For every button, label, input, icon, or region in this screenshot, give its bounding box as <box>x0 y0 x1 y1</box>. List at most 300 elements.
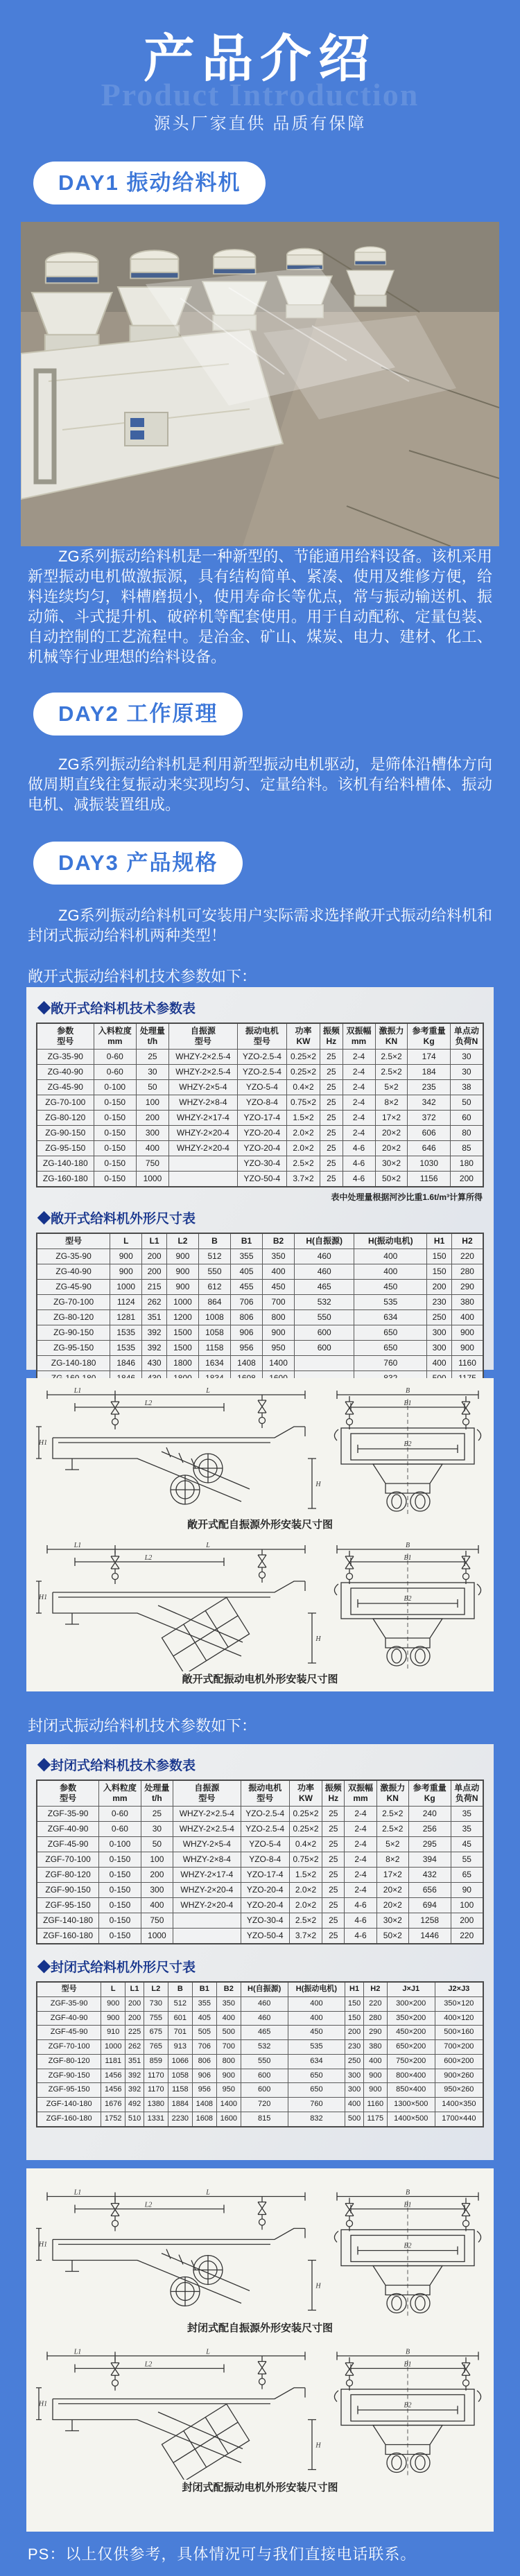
table-cell: 900 <box>101 2011 125 2026</box>
table-cell: 1158 <box>168 2083 192 2098</box>
table-cell: 400 <box>363 2054 387 2069</box>
table-cell: 750 <box>136 1156 168 1172</box>
table-cell: 450 <box>354 1280 427 1295</box>
table-cell: 900 <box>451 1325 483 1341</box>
column-header: 处理量 t/h <box>141 1780 173 1807</box>
table-cell: 2-4 <box>343 1080 375 1095</box>
table-cell: 956 <box>231 1341 263 1356</box>
table-cell: ZG-70-100 <box>37 1095 94 1111</box>
table-cell: 1408 <box>231 1356 263 1371</box>
table-cell: 1535 <box>110 1325 142 1341</box>
table-cell: 38 <box>450 1080 483 1095</box>
table-cell: 1400×500 <box>387 2112 435 2126</box>
table-cell: 300 <box>427 1325 452 1341</box>
table-cell: 701 <box>168 2026 192 2040</box>
table-cell <box>173 1929 241 1944</box>
table-cell: 913 <box>168 2040 192 2055</box>
table-cell: 30×2 <box>375 1156 408 1172</box>
table-cell: ZG-35-90 <box>37 1249 110 1264</box>
table-cell: 3.7×2 <box>289 1929 322 1944</box>
table-cell: 200 <box>142 1264 167 1280</box>
table-cell: YZO-2.5-4 <box>237 1065 286 1080</box>
table-cell: 300 <box>427 1341 452 1356</box>
table-cell: 906 <box>231 1325 263 1341</box>
column-header: L2 <box>166 1233 198 1249</box>
table-cell: 1158 <box>198 1341 230 1356</box>
table-cell: 0-150 <box>94 1172 136 1187</box>
table-cell: 400 <box>354 1249 427 1264</box>
column-header: 功率 KW <box>286 1023 320 1050</box>
table-cell: 380 <box>363 2040 387 2055</box>
table-cell: ZGF-160-180 <box>37 2112 101 2126</box>
table-cell: WHZY-2×8-4 <box>168 1095 237 1111</box>
table-cell: 150 <box>345 1996 364 2011</box>
table-cell: 30 <box>141 1822 173 1837</box>
table-cell: 650 <box>288 2069 345 2083</box>
column-header: 自振源 型号 <box>173 1780 241 1807</box>
table-cell: ZGF-160-180 <box>37 1929 99 1944</box>
open-table-note: 表中处理量根据河沙比重1.6t/m³计算所得 <box>331 1192 483 1202</box>
table-cell: 800 <box>263 1310 295 1325</box>
table-cell: 235 <box>408 1080 450 1095</box>
table-cell: 400 <box>141 1898 173 1913</box>
table-cell: WHZY-2×20-4 <box>168 1126 237 1141</box>
table-cell: 2-4 <box>345 1837 376 1852</box>
table-row <box>37 1325 483 1341</box>
page-subtitle: 源头厂家直供 品质有保障 <box>153 114 367 133</box>
table-cell: 950 <box>216 2083 241 2098</box>
table-row <box>37 1868 483 1883</box>
table-cell: ZG-45-90 <box>37 1280 110 1295</box>
table-cell: 355 <box>231 1249 263 1264</box>
table-cell: 2-4 <box>345 1807 376 1822</box>
table-cell: 25 <box>320 1080 343 1095</box>
table-cell: 220 <box>451 1929 483 1944</box>
column-header: 型号 <box>37 1233 110 1249</box>
open-motor-caption: 敞开式配振动电机外形安装尺寸图 <box>182 1674 338 1685</box>
table-cell: 4-6 <box>343 1141 375 1156</box>
open-selfvib-caption: 敞开式配自振源外形安装尺寸图 <box>187 1520 333 1531</box>
table-cell: 1456 <box>101 2083 125 2098</box>
table-cell: 290 <box>363 2026 387 2040</box>
table-cell: 760 <box>354 1356 427 1371</box>
table-cell: 50×2 <box>375 1172 408 1187</box>
table-row <box>37 2054 483 2069</box>
table-row <box>37 1095 483 1111</box>
column-header: B1 <box>231 1233 263 1249</box>
table-cell: 1752 <box>101 2112 125 2126</box>
table-cell: 85 <box>450 1141 483 1156</box>
open-selfvib-diagram <box>26 1385 494 1517</box>
column-header: H(自振源) <box>241 1982 288 1996</box>
table-cell: 50 <box>450 1095 483 1111</box>
table-cell: 532 <box>295 1295 354 1310</box>
table-cell: 1400 <box>263 1356 295 1371</box>
table-row <box>37 1929 483 1944</box>
column-header: H2 <box>363 1982 387 1996</box>
table-cell: 25 <box>320 1050 343 1065</box>
table-cell: 400 <box>288 2011 345 2026</box>
table-cell: 262 <box>125 2040 144 2055</box>
table-cell: YZO-20-4 <box>237 1126 286 1141</box>
table-cell: 392 <box>125 2069 144 2083</box>
table-cell: 550 <box>241 2054 288 2069</box>
table-cell: 1800 <box>166 1356 198 1371</box>
table-cell: 8×2 <box>376 1852 408 1868</box>
column-header: H(自振源) <box>295 1233 354 1249</box>
table-cell: 1.5×2 <box>286 1111 320 1126</box>
column-header: 双振幅 mm <box>345 1780 376 1807</box>
table-row <box>37 1807 483 1822</box>
table-cell: 656 <box>408 1883 451 1898</box>
table-cell: 864 <box>198 1295 230 1310</box>
table-cell: 2-4 <box>345 1822 376 1837</box>
table-cell: 0-150 <box>99 1868 141 1883</box>
table-cell: 25 <box>320 1111 343 1126</box>
table-cell: 806 <box>231 1310 263 1325</box>
table-cell: 450×200 <box>387 2026 435 2040</box>
open-tech-table <box>36 1022 484 1187</box>
table-row <box>37 1822 483 1837</box>
table-cell: YZO-2.5-4 <box>237 1050 286 1065</box>
table-cell: 184 <box>408 1065 450 1080</box>
table-cell: 25 <box>141 1807 173 1822</box>
table-cell: 601 <box>168 2011 192 2026</box>
table-cell: 20×2 <box>375 1126 408 1141</box>
table-cell: 4-6 <box>345 1898 376 1913</box>
table-cell: 2-4 <box>343 1111 375 1126</box>
table-cell: 956 <box>192 2083 216 2098</box>
table-cell: ZGF-95-150 <box>37 2083 101 2098</box>
table-cell: 634 <box>288 2054 345 2069</box>
table-cell: 0.75×2 <box>289 1852 322 1868</box>
table-cell: 430 <box>142 1356 167 1371</box>
column-header: H2 <box>451 1233 483 1249</box>
table-cell: ZG-90-150 <box>37 1126 94 1141</box>
table-cell: ZGF-95-150 <box>37 1898 99 1913</box>
table-cell: 25 <box>136 1050 168 1065</box>
table-cell: YZO-30-4 <box>237 1156 286 1172</box>
table-cell: 465 <box>241 2026 288 2040</box>
table-cell: 30 <box>450 1050 483 1065</box>
table-cell: 650 <box>288 2083 345 2098</box>
table-cell: 550 <box>198 1264 230 1280</box>
table-cell: 350×200 <box>387 2011 435 2026</box>
table-cell: 50 <box>141 1837 173 1852</box>
table-cell: 230 <box>427 1295 452 1310</box>
closed-dim-table-title: ◆封闭式给料机外形尺寸表 <box>37 1960 196 1975</box>
table-cell: 700 <box>216 2040 241 2055</box>
table-cell: 90 <box>451 1883 483 1898</box>
page-title: 产品介绍 <box>144 31 376 88</box>
table-cell: ZGF-70-100 <box>37 1852 99 1868</box>
table-cell: 650 <box>354 1325 427 1341</box>
table-cell: 30 <box>136 1065 168 1080</box>
table-cell: ZGF-90-150 <box>37 2069 101 2083</box>
day1-badge: DAY1 振动给料机 <box>33 162 266 204</box>
table-cell: 150 <box>427 1264 452 1280</box>
table-cell: 100 <box>451 1898 483 1913</box>
table-cell: ZGF-80-120 <box>37 1868 99 1883</box>
table-cell: 20×2 <box>376 1898 408 1913</box>
table-cell: 800 <box>216 2054 241 2069</box>
table-cell <box>168 1172 237 1187</box>
table-cell: 646 <box>408 1141 450 1156</box>
table-cell: 1181 <box>101 2054 125 2069</box>
table-row <box>37 1280 483 1295</box>
table-cell <box>168 1156 237 1172</box>
table-cell: 0.4×2 <box>286 1080 320 1095</box>
column-header: L2 <box>144 1982 168 1996</box>
table-cell: 5×2 <box>376 1837 408 1852</box>
table-cell: YZO-50-4 <box>237 1172 286 1187</box>
table-cell: 900 <box>101 1996 125 2011</box>
table-cell: 1000 <box>141 1929 173 1944</box>
table-cell: 510 <box>125 2112 144 2126</box>
table-row <box>37 2069 483 2083</box>
column-header: 参考重量 Kg <box>408 1780 451 1807</box>
table-cell: YZO-20-4 <box>237 1141 286 1156</box>
table-row <box>37 1249 483 1264</box>
table-cell: 17×2 <box>375 1111 408 1126</box>
table-cell: 350 <box>216 1996 241 2011</box>
table-cell: 200 <box>141 1868 173 1883</box>
table-cell: 0-60 <box>99 1807 141 1822</box>
table-cell: 4-6 <box>343 1156 375 1172</box>
table-cell: 900 <box>216 2069 241 2083</box>
column-header: 参考重量 Kg <box>408 1023 450 1050</box>
column-header: 参数 型号 <box>37 1780 99 1807</box>
table-row <box>37 2040 483 2055</box>
table-cell: 256 <box>408 1822 451 1837</box>
table-cell: 300 <box>141 1883 173 1898</box>
table-cell: 400 <box>451 1310 483 1325</box>
table-row <box>37 1996 483 2011</box>
table-cell: 1156 <box>408 1172 450 1187</box>
table-cell: 2-4 <box>343 1095 375 1111</box>
table-cell: 0-150 <box>94 1111 136 1126</box>
table-cell: 0-150 <box>94 1095 136 1111</box>
table-cell: 2.5×2 <box>286 1156 320 1172</box>
table-cell: 392 <box>142 1341 167 1356</box>
table-cell: 1676 <box>101 2098 125 2112</box>
table-cell: 250 <box>427 1310 452 1325</box>
table-cell: 2.0×2 <box>289 1898 322 1913</box>
table-cell: 512 <box>168 1996 192 2011</box>
closed-motor-diagram <box>26 2344 494 2480</box>
table-cell: WHZY-2×2.5-4 <box>168 1065 237 1080</box>
table-cell: 650×200 <box>387 2040 435 2055</box>
table-row <box>37 2026 483 2040</box>
table-cell: 25 <box>322 1913 345 1929</box>
table-cell: 25 <box>322 1852 345 1868</box>
day2-paragraph: ZG系列振动给料机是利用新型振动电机驱动，是筛体沿槽体方向做周期直线往复振动来实现均匀、定量给料。该机有给料槽体、振动电机、减振装置组成。 <box>28 756 492 813</box>
day1-paragraph: ZG系列振动给料机是一种新型的、节能通用给料设备。该机采用新型振动电机做激振源，具有结构简单、紧凑、使用及维修方便，给料连续均匀，料槽磨损小，使用寿命长等优点，常与振动输送机、振动筛、斗式提升机、破碎机等配套使用。用于自动配称、定量包装、自动控制的工艺流程中。是冶金、矿山、煤炭、电力、建材、化工、机械等行业理想的给料设备。 <box>28 548 492 665</box>
table-cell: ZG-35-90 <box>37 1050 94 1065</box>
table-cell: 250 <box>345 2054 364 2069</box>
table-row <box>37 1852 483 1868</box>
table-row <box>37 1065 483 1080</box>
table-cell: 634 <box>354 1310 427 1325</box>
column-header: 振频 Hz <box>322 1780 345 1807</box>
table-cell: 512 <box>198 1249 230 1264</box>
column-header: 激振力 KN <box>375 1023 408 1050</box>
table-cell: YZO-30-4 <box>241 1913 289 1929</box>
table-cell: 262 <box>142 1295 167 1310</box>
table-cell: YZO-5-4 <box>241 1837 289 1852</box>
column-header: B2 <box>263 1233 295 1249</box>
table-cell: 2.0×2 <box>286 1141 320 1156</box>
table-cell: 720 <box>241 2098 288 2112</box>
table-cell: WHZY-2×20-4 <box>168 1141 237 1156</box>
table-cell: 50 <box>136 1080 168 1095</box>
table-cell: 850×400 <box>387 2083 435 2098</box>
table-cell: 1446 <box>408 1929 451 1944</box>
table-cell: 2-4 <box>343 1126 375 1141</box>
column-header: L1 <box>142 1233 167 1249</box>
table-cell: 0-60 <box>94 1050 136 1065</box>
closed-tables-card <box>26 1744 494 2160</box>
table-cell: 200 <box>136 1111 168 1126</box>
table-cell: 300 <box>345 2083 364 2098</box>
closed-selfvib-caption: 封闭式配自振源外形安装尺寸图 <box>187 2323 333 2334</box>
open-tech-table-title: ◆敞开式给料机技术参数表 <box>37 1002 196 1016</box>
table-cell: 405 <box>192 2011 216 2026</box>
table-cell: 600×200 <box>435 2054 483 2069</box>
table-cell: 650 <box>354 1341 427 1356</box>
table-cell: ZG-95-150 <box>37 1141 94 1156</box>
table-row <box>37 1883 483 1898</box>
table-cell: 1200 <box>166 1310 198 1325</box>
table-cell: 606 <box>408 1126 450 1141</box>
table-cell: ZGF-45-90 <box>37 2026 101 2040</box>
table-cell: 832 <box>288 2112 345 2126</box>
open-dim-table-title: ◆敞开式给料机外形尺寸表 <box>37 1212 196 1226</box>
table-cell: WHZY-2×17-4 <box>173 1868 241 1883</box>
table-cell: 1000 <box>166 1295 198 1310</box>
table-cell: 60 <box>450 1111 483 1126</box>
table-cell: 760 <box>288 2098 345 2112</box>
table-cell: 25 <box>320 1172 343 1187</box>
table-cell: 900 <box>363 2069 387 2083</box>
table-cell: 750 <box>141 1913 173 1929</box>
table-cell: 1008 <box>198 1310 230 1325</box>
table-cell: 35 <box>451 1807 483 1822</box>
table-cell: 1608 <box>192 2112 216 2126</box>
table-cell: YZO-2.5-4 <box>241 1822 289 1837</box>
table-cell: 405 <box>231 1264 263 1280</box>
table-cell: 900 <box>110 1264 142 1280</box>
table-cell: 350 <box>263 1249 295 1264</box>
table-cell: 600 <box>241 2083 288 2098</box>
table-cell: 2-4 <box>345 1883 376 1898</box>
table-row <box>37 1264 483 1280</box>
table-cell: 392 <box>125 2083 144 2098</box>
table-cell: 950 <box>263 1341 295 1356</box>
table-cell: 100 <box>136 1095 168 1111</box>
table-cell: 35 <box>451 1822 483 1837</box>
open-diagrams-block <box>26 1378 494 1691</box>
table-cell: 550 <box>295 1310 354 1325</box>
table-cell: 612 <box>198 1280 230 1295</box>
table-cell: 1400 <box>216 2098 241 2112</box>
column-header: H(振动电机) <box>288 1982 345 1996</box>
table-cell: WHZY-2×2.5-4 <box>168 1050 237 1065</box>
table-cell: 1600 <box>216 2112 241 2126</box>
table-cell: 1400×350 <box>435 2098 483 2112</box>
table-cell: 500 <box>345 2112 364 2126</box>
table-cell: 0.25×2 <box>289 1822 322 1837</box>
table-cell: ZG-40-90 <box>37 1065 94 1080</box>
table-cell: 25 <box>320 1156 343 1172</box>
table-cell: 25 <box>322 1868 345 1883</box>
table-cell: 1700×440 <box>435 2112 483 2126</box>
table-cell: 1160 <box>451 1356 483 1371</box>
table-cell: 900 <box>166 1264 198 1280</box>
table-cell: ZGF-35-90 <box>37 1807 99 1822</box>
table-row <box>37 2112 483 2126</box>
table-cell: ZGF-90-150 <box>37 1883 99 1898</box>
table-cell: 400 <box>427 1356 452 1371</box>
table-cell: 355 <box>192 1996 216 2011</box>
table-cell: 300 <box>345 2069 364 2083</box>
table-cell: 400 <box>263 1264 295 1280</box>
column-header: B <box>198 1233 230 1249</box>
table-cell: 372 <box>408 1111 450 1126</box>
table-cell: 1535 <box>110 1341 142 1356</box>
table-cell: 460 <box>295 1249 354 1264</box>
table-cell: 25 <box>322 1929 345 1944</box>
table-cell: 460 <box>295 1264 354 1280</box>
table-cell: 432 <box>408 1868 451 1883</box>
table-cell: 200 <box>451 1913 483 1929</box>
table-cell: 806 <box>192 2054 216 2069</box>
table-cell: 910 <box>101 2026 125 2040</box>
table-cell: 30 <box>450 1065 483 1080</box>
table-cell: 675 <box>144 2026 168 2040</box>
table-cell: 750×200 <box>387 2054 435 2069</box>
table-cell: 0.25×2 <box>286 1065 320 1080</box>
table-cell: 950×260 <box>435 2083 483 2098</box>
table-cell: ZG-70-100 <box>37 1295 110 1310</box>
table-cell: WHZY-2×8-4 <box>173 1852 241 1868</box>
table-cell: 1300×500 <box>387 2098 435 2112</box>
table-cell: 1030 <box>408 1156 450 1172</box>
table-cell: 200 <box>142 1249 167 1264</box>
table-cell: 200 <box>427 1280 452 1295</box>
table-cell: 600 <box>241 2069 288 2083</box>
table-cell: 450 <box>288 2026 345 2040</box>
table-cell: 1884 <box>168 2098 192 2112</box>
table-cell: 351 <box>142 1310 167 1325</box>
table-cell: YZO-8-4 <box>237 1095 286 1111</box>
column-header: L <box>101 1982 125 1996</box>
table-cell: WHZY-2×17-4 <box>168 1111 237 1126</box>
table-row <box>37 1295 483 1310</box>
table-cell: 350×120 <box>435 1996 483 2011</box>
table-cell: 2.5×2 <box>376 1822 408 1837</box>
table-cell: YZO-50-4 <box>241 1929 289 1944</box>
table-cell: 900 <box>166 1249 198 1264</box>
column-header: 入料粒度 mm <box>99 1780 141 1807</box>
table-cell: 150 <box>427 1249 452 1264</box>
table-cell: 300×200 <box>387 1996 435 2011</box>
table-cell: 465 <box>295 1280 354 1295</box>
day3-badge: DAY3 产品规格 <box>33 842 243 885</box>
table-cell: 1000 <box>136 1172 168 1187</box>
table-row <box>37 1913 483 1929</box>
table-cell: YZO-17-4 <box>241 1868 289 1883</box>
